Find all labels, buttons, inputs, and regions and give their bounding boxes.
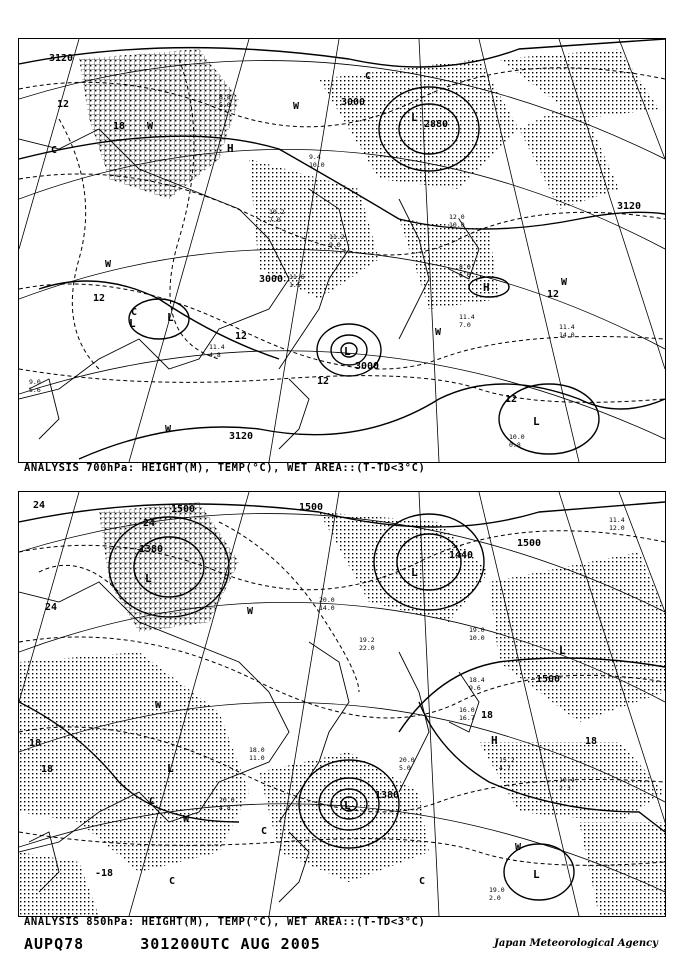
warm-marker: W: [247, 606, 254, 617]
low-center: L: [533, 868, 540, 881]
warm-marker: W: [105, 259, 112, 270]
map-850hpa: [18, 491, 666, 917]
temp-label: 18: [29, 738, 42, 749]
temp-label: 12: [235, 331, 248, 342]
warm-marker: W: [293, 101, 300, 112]
warm-marker: W: [515, 842, 522, 853]
chart-code: AUPQ78: [24, 935, 85, 953]
cold-marker: C: [365, 71, 372, 82]
svg-text:18.4: 18.4: [469, 676, 485, 684]
temp-label: 12: [505, 394, 518, 405]
caption-700hpa: ANALYSIS 700hPa: HEIGHT(M), TEMP(°C), WET AREA::(T-TD<3°C): [24, 462, 426, 474]
high-center: H: [491, 734, 498, 747]
temp-label: 18: [481, 710, 494, 721]
height-label: 1500: [536, 674, 561, 685]
svg-text:20.0: 20.0: [399, 756, 415, 764]
warm-marker: W: [183, 814, 190, 825]
svg-text:5.0: 5.0: [219, 101, 231, 109]
svg-text:20.0: 20.0: [319, 596, 335, 604]
height-label: 1500: [299, 502, 324, 513]
temp-label: 12: [317, 376, 330, 387]
height-label: 3000: [259, 274, 284, 285]
cold-marker: C: [419, 876, 426, 887]
chart-datetime: 301200UTC AUG 2005: [140, 935, 321, 953]
svg-text:9.0: 9.0: [329, 241, 341, 249]
svg-text:8.8: 8.8: [219, 93, 231, 101]
svg-text:8.0: 8.0: [459, 263, 471, 271]
svg-text:10.2: 10.2: [269, 208, 285, 216]
height-label: 3120: [617, 201, 642, 212]
height-label: 1380: [139, 544, 164, 555]
svg-text:4.8: 4.8: [209, 351, 221, 359]
svg-text:6.0: 6.0: [459, 271, 471, 279]
low-center: L: [344, 345, 351, 358]
temp-label: 24: [33, 500, 46, 511]
wet-areas: [19, 502, 665, 916]
cold-marker: C: [51, 145, 58, 156]
svg-text:18.0: 18.0: [249, 746, 265, 754]
svg-text:9.4: 9.4: [309, 153, 321, 161]
height-label: 3120: [49, 53, 74, 64]
cold-marker: C: [149, 796, 156, 807]
svg-text:1.5: 1.5: [289, 281, 301, 289]
cold-marker: C: [131, 307, 138, 318]
warm-marker: W: [165, 424, 172, 435]
temp-label: 18: [41, 764, 54, 775]
temp-label: 24: [45, 602, 58, 613]
low-center: L: [129, 317, 136, 330]
temp-label: 18: [113, 121, 126, 132]
low-center: L: [533, 415, 540, 428]
low-center: L: [167, 311, 174, 324]
svg-text:10.0: 10.0: [469, 634, 485, 642]
low-center: L: [344, 799, 351, 812]
svg-text:20.0: 20.0: [219, 796, 235, 804]
svg-text:16.0: 16.0: [459, 706, 475, 714]
height-label: 3000: [341, 97, 366, 108]
svg-text:11.4: 11.4: [459, 313, 475, 321]
height-label: 3000: [355, 361, 380, 372]
cold-marker: C: [169, 876, 176, 887]
svg-text:16.7: 16.7: [459, 714, 475, 722]
height-label: 1500: [171, 504, 196, 515]
temp-label: 24: [143, 518, 156, 529]
svg-text:9.6: 9.6: [469, 684, 481, 692]
high-center: H: [227, 142, 234, 155]
low-center: L: [559, 644, 566, 657]
svg-text:7.0: 7.0: [269, 216, 281, 224]
low-center: L: [411, 566, 418, 579]
svg-text:14.0: 14.0: [559, 331, 575, 339]
svg-text:11.4: 11.4: [559, 323, 575, 331]
warm-marker: W: [435, 327, 442, 338]
svg-text:14.0: 14.0: [319, 604, 335, 612]
svg-text:22.0: 22.0: [359, 644, 375, 652]
low-center: L: [145, 572, 152, 585]
svg-text:19.2: 19.2: [359, 636, 375, 644]
caption-850hpa: ANALYSIS 850hPa: HEIGHT(M), TEMP(°C), WET AREA::(T-TD<3°C): [24, 916, 426, 928]
svg-text:15.2: 15.2: [499, 756, 515, 764]
warm-marker: W: [155, 700, 162, 711]
warm-marker: W: [147, 121, 154, 132]
svg-text:9.0: 9.0: [29, 378, 41, 386]
svg-text:5.0: 5.0: [399, 764, 411, 772]
warm-marker: W: [561, 277, 568, 288]
temp-label: 12: [547, 289, 560, 300]
svg-text:11.4: 11.4: [209, 343, 225, 351]
map-700hpa: [18, 38, 666, 463]
map-850hpa-svg: [19, 492, 665, 916]
height-label: 1500: [517, 538, 542, 549]
height-label: 1380: [375, 790, 400, 801]
temp-label: 12: [57, 99, 70, 110]
high-center: H: [483, 281, 490, 294]
svg-text:10.0: 10.0: [509, 433, 525, 441]
temp-label: 12: [93, 293, 106, 304]
svg-text:2.0: 2.0: [489, 894, 501, 902]
svg-text:12.0: 12.0: [609, 524, 625, 532]
svg-text:7.0: 7.0: [459, 321, 471, 329]
svg-text:10.0: 10.0: [309, 161, 325, 169]
height-label: 3120: [229, 431, 254, 442]
svg-text:12.0: 12.0: [449, 213, 465, 221]
temp-label: 18: [585, 736, 598, 747]
wet-areas: [79, 49, 659, 309]
chart-id: [24, 935, 321, 953]
svg-text:11.6: 11.6: [289, 273, 305, 281]
low-center: L: [167, 762, 174, 775]
svg-text:10.0: 10.0: [449, 221, 465, 229]
cold-marker: C: [261, 826, 268, 837]
svg-text:19.0: 19.0: [469, 626, 485, 634]
height-label: 1440: [449, 550, 474, 561]
svg-text:10.4: 10.4: [559, 776, 575, 784]
svg-text:11.0: 11.0: [249, 754, 265, 762]
low-center: L: [411, 111, 418, 124]
height-label: 2880: [424, 119, 449, 130]
svg-text:11.4: 11.4: [609, 516, 625, 524]
svg-text:2.3: 2.3: [559, 784, 571, 792]
agency-credit: Japan Meteorological Agency: [494, 938, 658, 949]
svg-text:19.0: 19.0: [489, 886, 505, 894]
svg-text:4.7: 4.7: [499, 764, 511, 772]
svg-text:4.8: 4.8: [219, 804, 231, 812]
temp-label: -18: [95, 868, 114, 879]
svg-text:5.6: 5.6: [29, 386, 41, 394]
map-700hpa-svg: [19, 39, 665, 462]
svg-text:11.2: 11.2: [329, 233, 345, 241]
svg-text:0.8: 0.8: [509, 441, 521, 449]
